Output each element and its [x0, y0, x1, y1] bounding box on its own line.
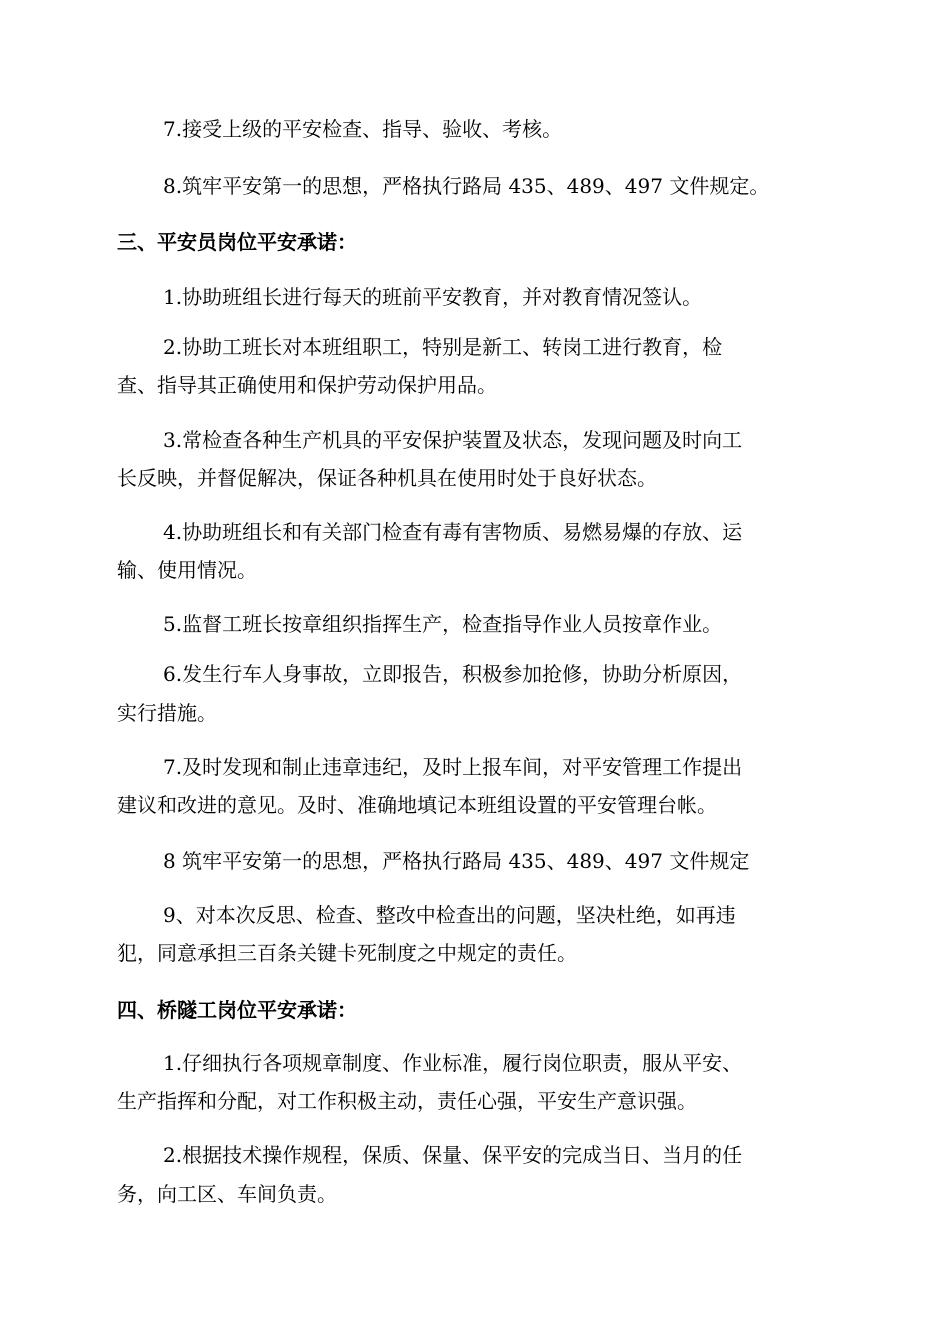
paragraph-line: 7.接受上级的平安检查、指导、验收、考核。 [163, 117, 563, 141]
paragraph-line: 输、使用情况。 [117, 558, 257, 582]
paragraph-line: 8 筑牢平安第一的思想，严格执行路局 435、489、497 文件规定 [163, 849, 750, 873]
paragraph-line: 6.发生行车人身事故，立即报告，积极参加抢修，协助分析原因， [163, 662, 743, 686]
paragraph-line: 2.协助工班长对本班组职工，特别是新工、转岗工进行教育，检 [163, 335, 723, 359]
paragraph-line: 9、对本次反思、检查、整改中检查出的问题，坚决杜绝，如再违 [163, 903, 736, 927]
paragraph-line: 1.仔细执行各项规章制度、作业标准，履行岗位职责，服从平安、 [163, 1051, 743, 1075]
paragraph-line: 查、指导其正确使用和保护劳动保护用品。 [117, 373, 497, 397]
paragraph-line: 1.协助班组长进行每天的班前平安教育，并对教育情况签认。 [163, 285, 703, 309]
section-heading: 三、平安员岗位平安承诺： [117, 230, 357, 254]
paragraph-line: 长反映，并督促解决，保证各种机具在使用时处于良好状态。 [117, 466, 657, 490]
paragraph-line: 务，向工区、车间负责。 [117, 1182, 337, 1206]
paragraph-line: 3.常检查各种生产机具的平安保护装置及状态，发现问题及时向工 [163, 428, 743, 452]
paragraph-line: 生产指挥和分配，对工作积极主动，责任心强，平安生产意识强。 [117, 1089, 697, 1113]
paragraph-line: 2.根据技术操作规程，保质、保量、保平安的完成当日、当月的任 [163, 1143, 743, 1167]
section-heading: 四、桥隧工岗位平安承诺： [117, 998, 357, 1022]
paragraph-line: 建议和改进的意见。及时、准确地填记本班组设置的平安管理台帐。 [117, 793, 717, 817]
paragraph-line: 5.监督工班长按章组织指挥生产，检查指导作业人员按章作业。 [163, 612, 723, 636]
paragraph-line: 4.协助班组长和有关部门检查有毒有害物质、易燃易爆的存放、运 [163, 520, 743, 544]
paragraph-line: 实行措施。 [117, 701, 217, 725]
paragraph-line: 8.筑牢平安第一的思想，严格执行路局 435、489、497 文件规定。 [163, 174, 770, 198]
paragraph-line: 犯，同意承担三百条关键卡死制度之中规定的责任。 [117, 941, 577, 965]
paragraph-line: 7.及时发现和制止违章违纪，及时上报车间，对平安管理工作提出 [163, 755, 743, 779]
